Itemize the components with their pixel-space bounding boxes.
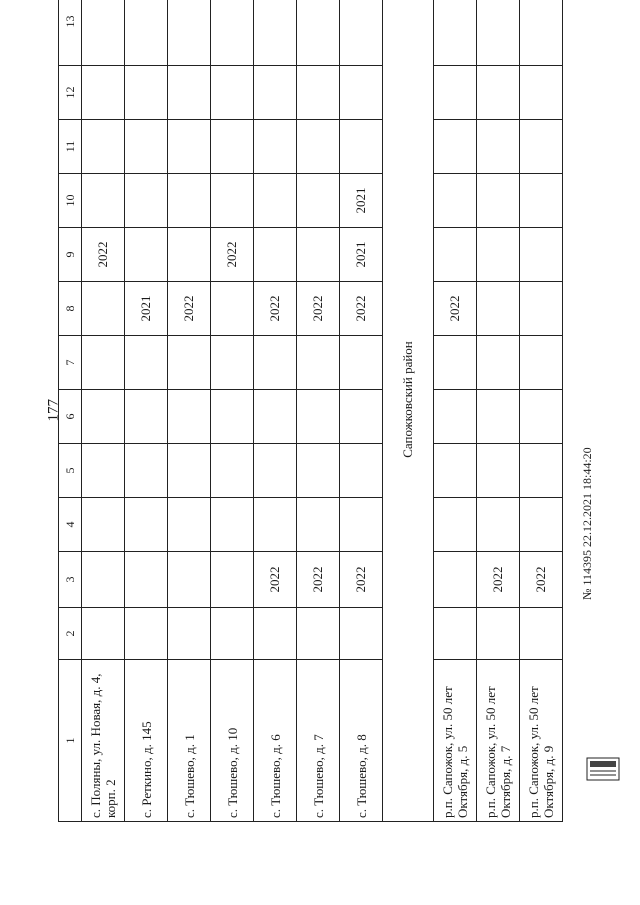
year-cell [477,282,520,336]
address-cell: с. Тюшево, д. 10 [211,660,254,822]
year-cell [82,608,125,660]
year-cell: 2021 [340,174,383,228]
year-cell [434,174,477,228]
year-cell [254,120,297,174]
year-cell: 2022 [297,282,340,336]
year-cell [211,552,254,608]
header-cell: 9 [59,228,82,282]
year-cell: 2022 [82,228,125,282]
table-row [340,0,383,822]
year-cell [340,66,383,120]
year-cell [168,498,211,552]
year-cell [125,120,168,174]
table-row [477,0,520,822]
schedule-table [58,0,563,822]
year-cell [125,0,168,66]
year-cell [168,0,211,66]
year-cell [211,174,254,228]
page-number: 177 [45,399,62,422]
year-cell [125,608,168,660]
header-cell: 11 [59,120,82,174]
year-cell: 2022 [434,282,477,336]
year-cell [211,66,254,120]
year-cell [520,444,563,498]
year-cell [82,498,125,552]
year-cell [340,120,383,174]
year-cell [125,552,168,608]
year-cell [434,0,477,66]
year-cell [340,608,383,660]
year-cell [340,498,383,552]
year-cell: 2022 [168,282,211,336]
year-cell [168,174,211,228]
year-cell [477,66,520,120]
address-cell: р.п. Сапожок, ул. 50 лет Октября, д. 9 [520,660,563,822]
year-cell [211,120,254,174]
year-cell [82,174,125,228]
year-cell: 2022 [477,552,520,608]
header-cell: 13 [59,0,82,66]
year-cell [168,608,211,660]
year-cell [297,228,340,282]
year-cell [82,444,125,498]
year-cell [340,0,383,66]
year-cell [434,498,477,552]
year-cell [520,0,563,66]
year-cell [434,66,477,120]
year-cell: 2022 [297,552,340,608]
year-cell [82,66,125,120]
year-cell [125,390,168,444]
address-cell: с. Тюшево, д. 6 [254,660,297,822]
address-cell: р.п. Сапожок, ул. 50 лет Октября, д. 7 [477,660,520,822]
header-cell: 8 [59,282,82,336]
year-cell [254,0,297,66]
year-cell [477,336,520,390]
year-cell [434,120,477,174]
year-cell [520,282,563,336]
header-cell: 2 [59,608,82,660]
year-cell [254,336,297,390]
year-cell [125,228,168,282]
year-cell [254,228,297,282]
year-cell [168,120,211,174]
year-cell [211,282,254,336]
year-cell [297,608,340,660]
year-cell [211,608,254,660]
year-cell [520,66,563,120]
year-cell [520,228,563,282]
table-row [297,0,340,822]
year-cell [211,444,254,498]
year-cell [434,608,477,660]
year-cell [297,498,340,552]
address-cell: р.п. Сапожок, ул. 50 лет Октября, д. 5 [434,660,477,822]
year-cell [434,336,477,390]
year-cell [297,336,340,390]
table-row [168,0,211,822]
year-cell [434,390,477,444]
year-cell [434,552,477,608]
header-cell: 1 [59,660,82,822]
year-cell [254,174,297,228]
document-stamp-icon [586,757,620,781]
year-cell [340,336,383,390]
year-cell [477,390,520,444]
year-cell [254,608,297,660]
year-cell [297,390,340,444]
year-cell [211,0,254,66]
table-row [82,0,125,822]
header-cell: 4 [59,498,82,552]
year-cell: 2022 [254,282,297,336]
year-cell: 2021 [340,228,383,282]
year-cell [168,390,211,444]
year-cell [254,444,297,498]
year-cell [168,552,211,608]
year-cell: 2022 [340,282,383,336]
year-cell: 2022 [340,552,383,608]
year-cell: 2022 [211,228,254,282]
table-row [520,0,563,822]
year-cell: 2022 [520,552,563,608]
address-cell: с. Тюшево, д. 8 [340,660,383,822]
table-row [434,0,477,822]
year-cell [297,174,340,228]
year-cell [168,336,211,390]
year-cell [254,66,297,120]
year-cell [82,0,125,66]
year-cell [125,174,168,228]
year-cell [520,608,563,660]
year-cell [477,444,520,498]
year-cell [297,120,340,174]
year-cell [82,336,125,390]
year-cell [477,228,520,282]
year-cell [434,444,477,498]
document-footer-id: № 114395 22.12.2021 18:44:20 [580,447,594,600]
year-cell [520,120,563,174]
header-cell: 12 [59,66,82,120]
year-cell [125,66,168,120]
year-cell [168,228,211,282]
year-cell [254,498,297,552]
year-cell [340,444,383,498]
year-cell [82,120,125,174]
table-row [254,0,297,822]
year-cell [297,0,340,66]
year-cell [520,390,563,444]
header-cell: 10 [59,174,82,228]
section-title: Сапожковский район [383,0,434,822]
rotated-table-container [58,15,568,822]
year-cell [254,390,297,444]
address-cell: с. Реткино, д. 145 [125,660,168,822]
year-cell [477,174,520,228]
year-cell [297,444,340,498]
year-cell [520,336,563,390]
year-cell [82,390,125,444]
year-cell: 2021 [125,282,168,336]
year-cell [82,552,125,608]
year-cell [82,282,125,336]
year-cell [168,444,211,498]
year-cell [125,498,168,552]
header-cell: 6 [59,390,82,444]
year-cell [168,66,211,120]
table-body [59,0,563,822]
year-cell [297,66,340,120]
year-cell [340,390,383,444]
address-cell: с. Поляны, ул. Новая, д. 4, корп. 2 [82,660,125,822]
year-cell [477,120,520,174]
year-cell [520,498,563,552]
year-cell [211,498,254,552]
header-cell: 5 [59,444,82,498]
year-cell [125,336,168,390]
year-cell [477,498,520,552]
header-cell: 7 [59,336,82,390]
year-cell [477,0,520,66]
year-cell [477,608,520,660]
table-row [125,0,168,822]
header-cell: 3 [59,552,82,608]
header-row [59,0,82,822]
year-cell: 2022 [254,552,297,608]
year-cell [211,336,254,390]
table-row [211,0,254,822]
year-cell [211,390,254,444]
section-row [383,0,434,822]
address-cell: с. Тюшево, д. 1 [168,660,211,822]
year-cell [520,174,563,228]
address-cell: с. Тюшево, д. 7 [297,660,340,822]
year-cell [125,444,168,498]
year-cell [434,228,477,282]
